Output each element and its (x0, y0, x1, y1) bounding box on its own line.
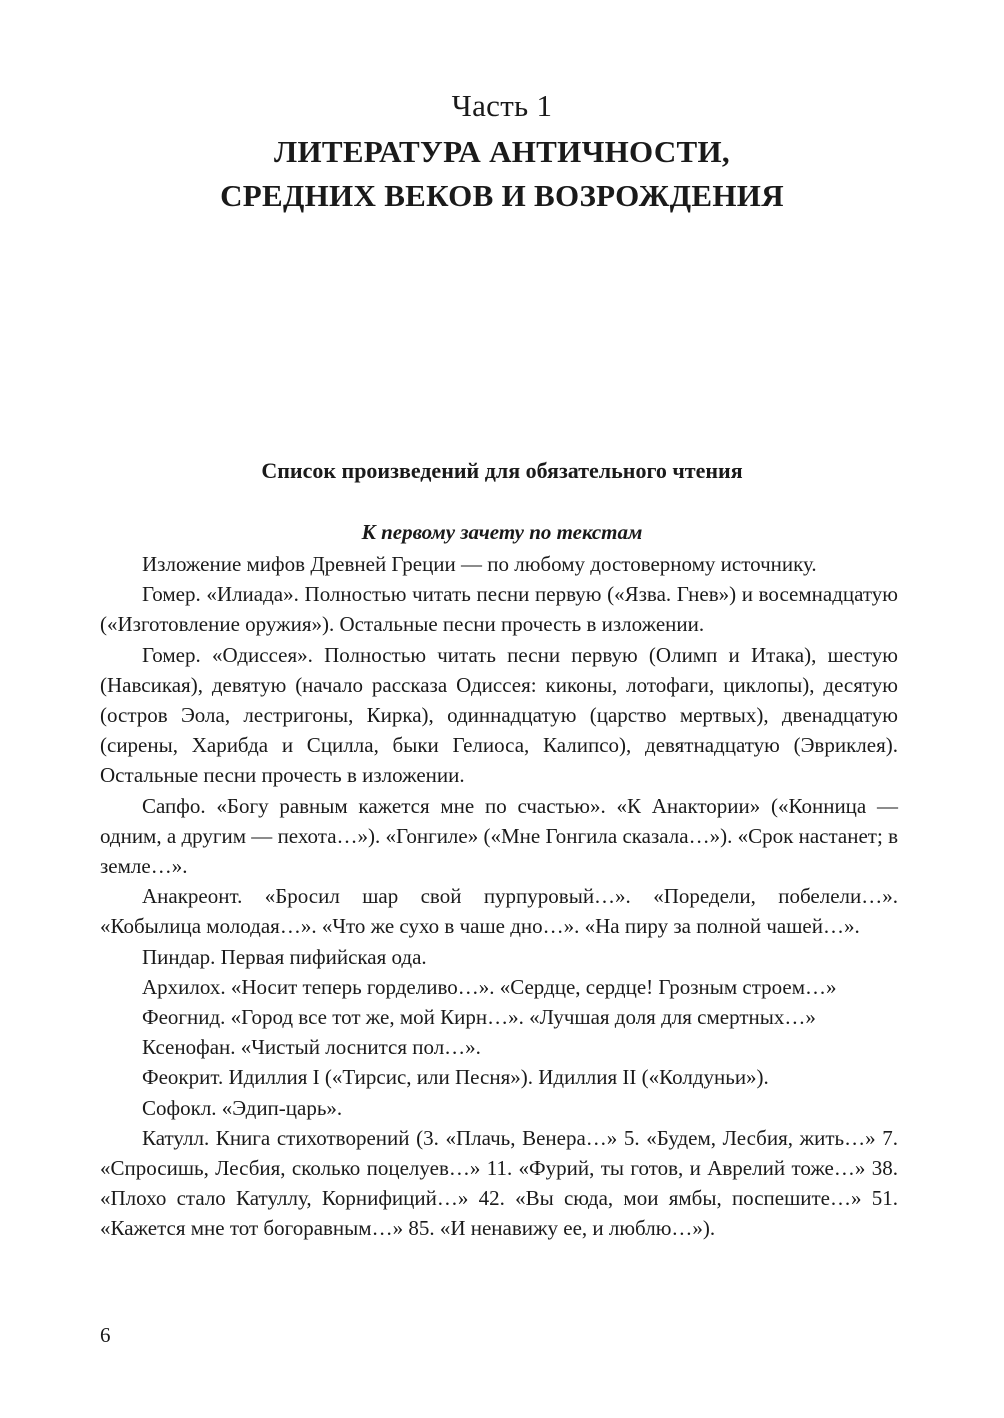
paragraph: Софокл. «Эдип-царь». (142, 1095, 343, 1120)
part-label: Часть 1 (451, 88, 553, 123)
section-title: Список произведений для обязательного чтения (261, 458, 743, 483)
paragraph: Гомер. «Илиада». Полностью читать песни первую («Язва. Гнев») и восемнадцатую («Изготовление оружия»). Остальные песни прочесть в изложении. (100, 582, 898, 637)
body-text (100, 549, 898, 1244)
paragraph: Анакреонт. «Бросил шар свой пурпуровый…». «Поредели, побелели…». «Кобылица молодая…». «Что же сухо в чаше дно…». «На пиру за полной чашей…». (100, 884, 898, 939)
part-title-line-2: СРЕДНИХ ВЕКОВ И ВОЗРОЖДЕНИЯ (220, 178, 784, 213)
paragraph: Пиндар. Первая пифийская ода. (142, 944, 427, 969)
paragraph: Ксенофан. «Чистый лоснится пол…». (142, 1035, 481, 1060)
paragraph: Катулл. Книга стихотворений (3. «Плачь, Венера…» 5. «Будем, Лесбия, жить…» 7. «Спросишь, Лесбия, сколько поцелуев…» 11. «Фурий, ты готов, и Аврелий тоже…» 38. «Плохо стало Катуллу, Корнифиций…» 42. «Вы сюда, мои ямбы, поспешите…» 51. «Кажется мне тот богоравным…» 85. «И ненавижу ее, и люблю…»). (100, 1125, 898, 1241)
paragraph: Изложение мифов Древней Греции — по любому достоверному источнику. (142, 552, 817, 576)
paragraph: Феогнид. «Город все тот же, мой Кирн…». «Лучшая доля для смертных…» (142, 1005, 816, 1030)
paragraph: Феокрит. Идиллия I («Тирсис, или Песня»). Идиллия II («Колдуньи»). (142, 1065, 769, 1090)
page-number: 6 (100, 1323, 111, 1347)
paragraph: Архилох. «Носит теперь горделиво…». «Сердце, сердце! Грозным строем…» (142, 974, 837, 999)
paragraph: Гомер. «Одиссея». Полностью читать песни первую (Олимп и Итака), шестую (Навсикая), девятую (начало рассказа Одиссея: киконы, лотофаги, циклопы), десятую (остров Эола, лестригоны, Кирка), одиннадцатую (царство мертвых), двенадцатую (сирены, Харибда и Сцилла, быки Гелиоса, Калипсо), девятнадцатую (Эвриклея). Остальные песни прочесть в изложении. (100, 642, 898, 788)
subsection-title: К первому зачету по текстам (361, 520, 643, 544)
part-title (0, 130, 1004, 218)
part-title-line-1: ЛИТЕРАТУРА АНТИЧНОСТИ, (274, 134, 730, 169)
paragraph: Сапфо. «Богу равным кажется мне по счастью». «К Анактории» («Конница — одним, а другим — пехота…»). «Гонгиле» («Мне Гонгила сказала…»). «Срок настанет; в земле…». (100, 793, 898, 879)
